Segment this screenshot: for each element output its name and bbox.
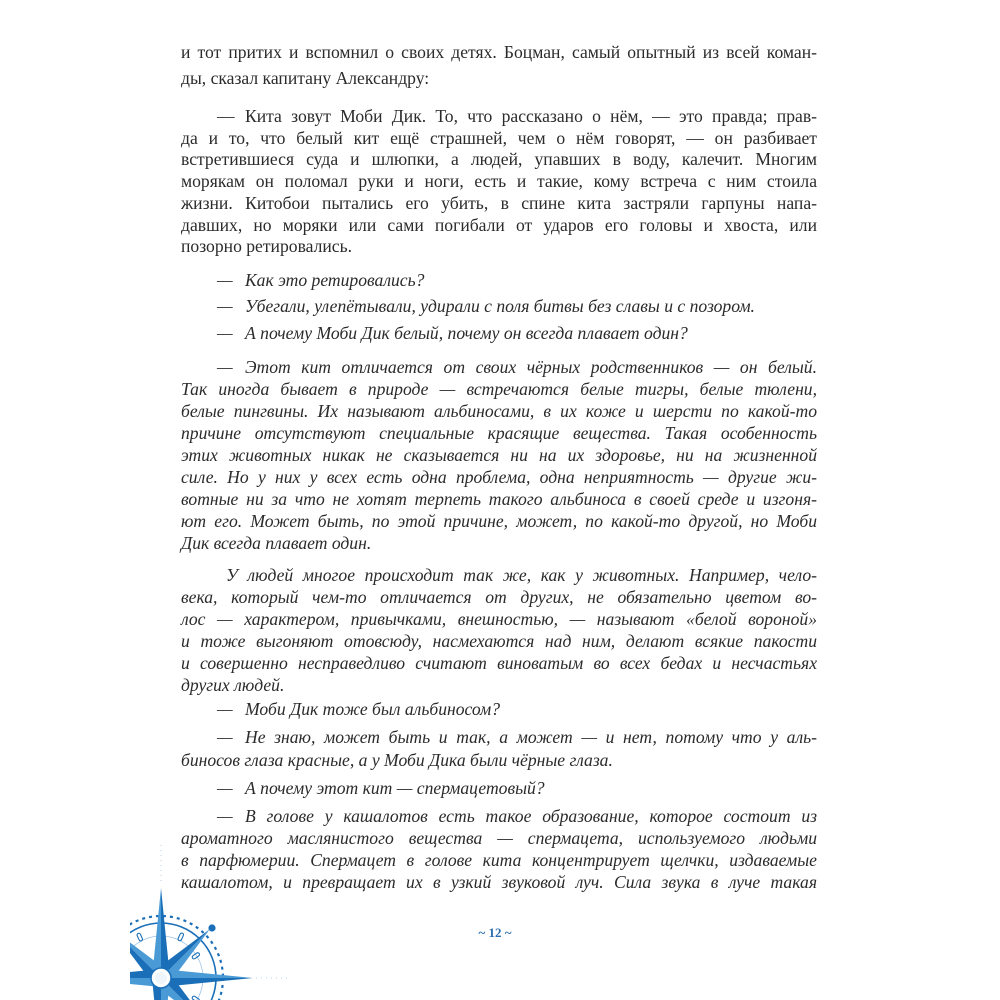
line-text: морякам он поломал руки и ноги, есть и такие, кому встреча с ним стоила bbox=[181, 171, 817, 192]
text-line bbox=[226, 564, 817, 586]
text-line bbox=[181, 214, 817, 236]
dialogue-dash: — bbox=[217, 270, 233, 290]
compass-marker-dot bbox=[208, 924, 215, 931]
line-text: Этот кит отличается от своих чёрных родственников — он белый. bbox=[245, 357, 817, 377]
line-text: Убегали, улепётывали, удирали с поля битвы без славы и с позором. bbox=[245, 296, 755, 316]
line-text: жизни. Китобои пытались его убить, в спине кита застряли гарпуны напа- bbox=[181, 192, 817, 213]
line-text: У людей многое происходит так же, как у животных. Например, чело- bbox=[226, 565, 817, 585]
text-line bbox=[181, 422, 817, 444]
line-text: лос — характером, привычками, внешностью, — называют «белой вороной» bbox=[181, 609, 817, 629]
text-line bbox=[217, 805, 817, 827]
line-text: и тоже выгоняют отовсюду, насмехаются над ним, делают всякие пакости bbox=[181, 631, 817, 651]
line-text: ды, сказал капитану Александру: bbox=[181, 68, 430, 88]
text-line bbox=[181, 608, 817, 630]
line-text: Не знаю, может быть и так, а может — и нет, потому что у аль- bbox=[245, 727, 817, 747]
line-text: Как это ретировались? bbox=[245, 270, 425, 290]
text-line bbox=[181, 192, 817, 214]
line-text: биносов глаза красные, а у Моби Дика были чёрные глаза. bbox=[181, 750, 613, 770]
text-line bbox=[217, 726, 817, 748]
line-text: века, который чем-то отличается от других, не обязательно цветом во- bbox=[181, 587, 817, 607]
dialogue-dash: — bbox=[217, 699, 233, 719]
line-text: этих животных никак не сказывается ни на их здоровье, ни на жизненной bbox=[181, 445, 817, 465]
page-number: ~ 12 ~ bbox=[478, 925, 512, 940]
line-text: давших, но моряки или сами погибали от ударов его головы и хвоста, или bbox=[181, 214, 817, 235]
text-line bbox=[181, 652, 817, 674]
line-text: А почему этот кит — спермацетовый? bbox=[245, 778, 545, 798]
compass-rose-icon bbox=[130, 840, 290, 1000]
line-text: Дик всегда плавает один. bbox=[181, 533, 372, 553]
text-line bbox=[181, 170, 817, 192]
dialogue-dash: — bbox=[217, 806, 233, 826]
text-line bbox=[181, 378, 817, 400]
dialogue-dash: — bbox=[217, 357, 233, 377]
text-line bbox=[181, 127, 817, 149]
dialogue-dash: — bbox=[217, 727, 233, 747]
dialogue-dash: — bbox=[217, 106, 235, 126]
line-text: в парфюмерии. Спермацет в голове кита концентрирует щелчки, издаваемые bbox=[181, 850, 817, 870]
text-line bbox=[217, 295, 817, 317]
line-text: Так иногда бывает в природе — встречаются белые тигры, белые тюлени, bbox=[181, 379, 817, 399]
line-text: позорно ретировались. bbox=[181, 236, 353, 257]
line-text: вотные ни за что не хотят терпеть такого альбиноса в своей среде и изгоня- bbox=[181, 489, 817, 509]
line-text: Моби Дик тоже был альбиносом? bbox=[245, 699, 501, 719]
dialogue-dash: — bbox=[217, 323, 233, 343]
line-text: ароматного маслянистого вещества — спермацета, используемого людьми bbox=[181, 828, 817, 848]
line-text: А почему Моби Дик белый, почему он всегда плавает один? bbox=[245, 323, 688, 343]
text-line bbox=[217, 356, 817, 378]
text-line bbox=[181, 466, 817, 488]
dialogue-dash: — bbox=[217, 778, 233, 798]
line-text: и совершенно несправедливо считают виноватым во всех бедах и несчастьях bbox=[181, 653, 817, 673]
text-line bbox=[217, 105, 817, 127]
line-text: других людей. bbox=[181, 675, 285, 695]
compass-hub-inner bbox=[155, 972, 167, 984]
text-line bbox=[181, 148, 817, 170]
text-line bbox=[181, 488, 817, 510]
text-line bbox=[217, 322, 817, 344]
text-line bbox=[181, 400, 817, 422]
line-text: да и то, что белый кит ещё страшней, чем о нём говорят, — он разбивает bbox=[181, 127, 817, 148]
text-line bbox=[181, 749, 817, 771]
line-text: причине отсутствуют специальные красящие вещества. Такая особенность bbox=[181, 423, 817, 443]
text-line bbox=[181, 510, 817, 532]
line-text: В голове у кашалотов есть такое образование, которое состоит из bbox=[245, 806, 817, 826]
line-text: встретившиеся суда и шлюпки, а людей, упавших в воду, калечит. Многим bbox=[181, 149, 817, 170]
text-line bbox=[217, 777, 817, 799]
text-line bbox=[181, 586, 817, 608]
text-line bbox=[217, 698, 817, 720]
text-line bbox=[181, 630, 817, 652]
text-line bbox=[181, 674, 817, 696]
line-text: кашалотом, и превращает их в узкий звуковой луч. Сила звука в луче такая bbox=[181, 872, 817, 892]
line-text: Кита зовут Моби Дик. То, что рассказано о нём, — это правда; прав- bbox=[245, 106, 817, 126]
dialogue-dash: — bbox=[217, 296, 233, 316]
text-line bbox=[181, 444, 817, 466]
text-line bbox=[181, 67, 817, 89]
line-text: и тот притих и вспомнил о своих детях. Боцман, самый опытный из всей коман- bbox=[181, 42, 817, 62]
line-text: ют его. Может быть, по этой причине, может, по какой-то другой, но Моби bbox=[181, 511, 817, 531]
text-line bbox=[181, 235, 817, 257]
line-text: белые пингвины. Их называют альбиносами, в их коже и шерсти по какой-то bbox=[181, 401, 817, 421]
text-line bbox=[181, 41, 817, 63]
text-line bbox=[181, 532, 817, 554]
text-line bbox=[217, 269, 817, 291]
line-text: силе. Но у них у всех есть одна проблема, одна неприятность — другие жи- bbox=[181, 467, 817, 487]
